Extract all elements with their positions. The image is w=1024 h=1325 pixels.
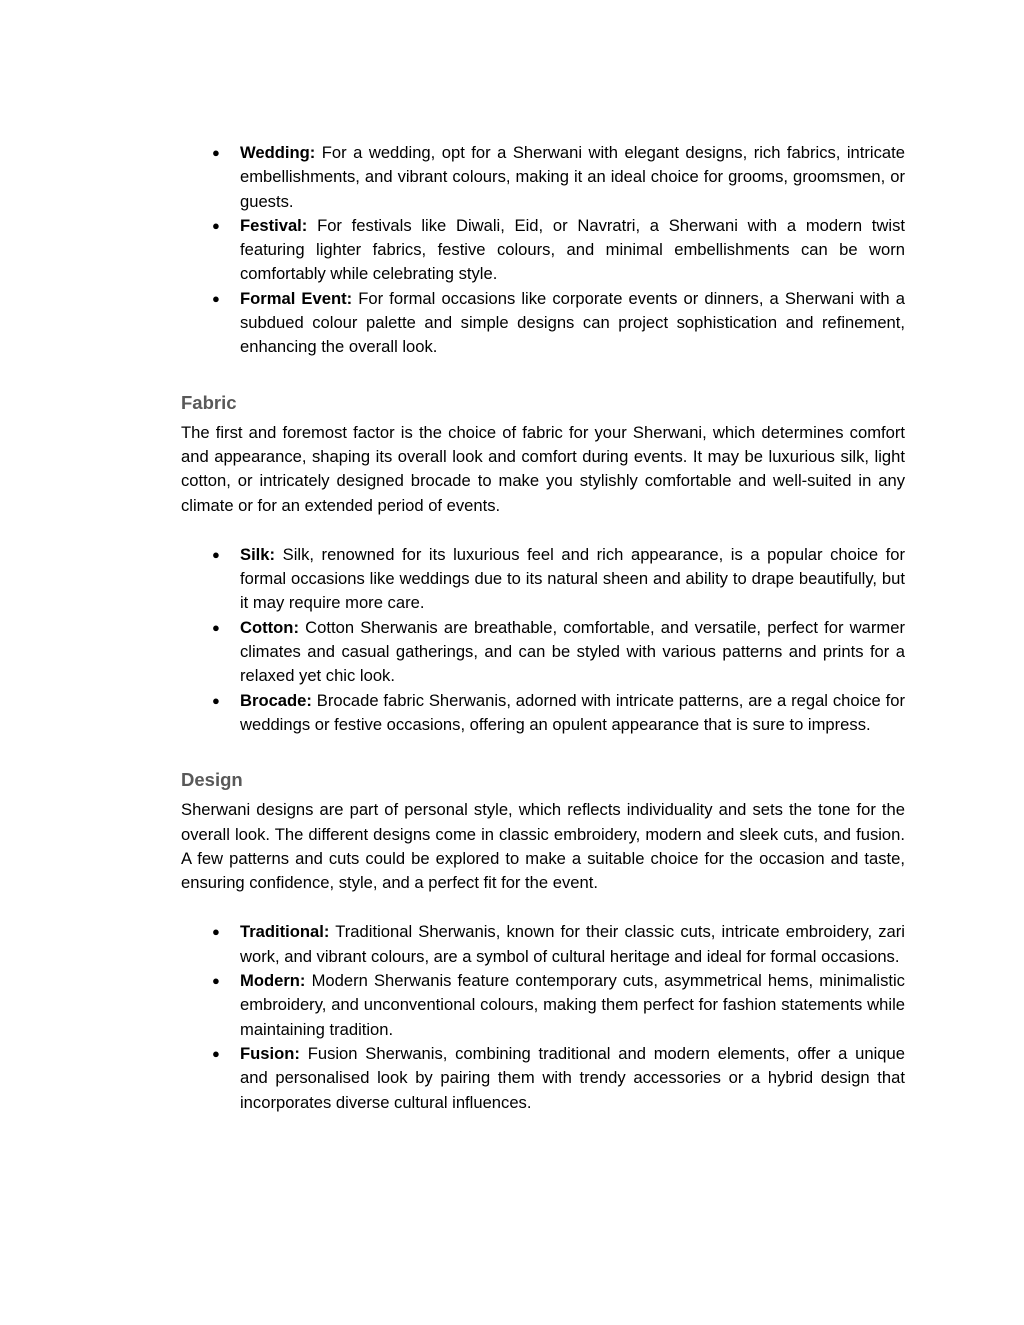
item-term: Cotton: (240, 617, 299, 637)
fabric-paragraph: The first and foremost factor is the choice of fabric for your Sherwani, which determines comfort and appearance, shaping its overall look and comfort during events. It may be luxurious silk, light cotton, or intricately designed brocade to make you stylishly comfortable and well-suited in any climate or for an extended period of events. (181, 422, 905, 515)
item-text: Traditional Sherwanis, known for their classic cuts, intricate embroidery, zari work, and vibrant colours, are a symbol of cultural heritage and ideal for formal occasions. (240, 922, 905, 966)
list-item-festival (181, 214, 905, 287)
fabric-heading: Fabric (181, 391, 237, 413)
list-item-wedding (181, 141, 905, 214)
item-term: Traditional: (240, 922, 330, 942)
list-item-traditional (181, 920, 905, 969)
item-term: Festival: (240, 215, 308, 235)
item-text: Brocade fabric Sherwanis, adorned with intricate patterns, are a regal choice for weddings or festive occasions, offering an opulent appearance that is sure to impress. (240, 690, 905, 734)
list-item-fusion (181, 1042, 905, 1115)
list-item-formal-event (181, 287, 905, 360)
bullet-icon: ● (212, 217, 220, 233)
fabric-list (181, 543, 905, 737)
bullet-icon: ● (212, 145, 220, 160)
bullet-icon: ● (212, 290, 220, 306)
document-page (181, 141, 905, 1115)
item-text: Modern Sherwanis feature contemporary cuts, asymmetrical hems, minimalistic embroidery, and unconventional colours, making them perfect for fashion statements while maintaining tradition. (240, 971, 905, 1039)
item-text: Fusion Sherwanis, combining traditional and modern elements, offer a unique and personalised look by pairing them with trendy accessories or a hybrid design that incorporates diverse cultural influences. (240, 1043, 905, 1112)
list-item-brocade (181, 689, 905, 738)
list-item-modern (181, 969, 905, 1042)
item-term: Wedding: (240, 143, 316, 162)
bullet-icon: ● (212, 692, 220, 708)
bullet-icon: ● (212, 973, 220, 989)
item-text: For a wedding, opt for a Sherwani with elegant designs, rich fabrics, intricate embellishments, and vibrant colours, making it an ideal choice for grooms, groomsmen, or guests. (240, 143, 905, 211)
item-text: Cotton Sherwanis are breathable, comfortable, and versatile, perfect for warmer climates and casual gatherings, and can be styled with various patterns and prints for a relaxed yet chic look. (240, 617, 905, 686)
design-heading: Design (181, 769, 243, 791)
item-term: Brocade: (240, 690, 312, 710)
list-item-silk (181, 543, 905, 616)
item-text: Silk, renowned for its luxurious feel and rich appearance, is a popular choice for formal occasions like weddings due to its natural sheen and ability to drape beautifully, but it may require more care. (240, 544, 905, 613)
item-term: Fusion: (240, 1043, 300, 1063)
occasion-list (181, 141, 905, 360)
item-term: Silk: (240, 544, 276, 564)
bullet-icon: ● (212, 924, 220, 940)
bullet-icon: ● (212, 546, 220, 562)
design-paragraph: Sherwani designs are part of personal style, which reflects individuality and sets the tone for the overall look. The different designs come in classic embroidery, modern and sleek cuts, and fusion. A few patterns and cuts could be explored to make a suitable choice for the occasion and taste, ensuring confidence, style, and a perfect fit for the event. (181, 800, 905, 893)
design-list (181, 920, 905, 1114)
item-text: For formal occasions like corporate events or dinners, a Sherwani with a subdued colour palette and simple designs can project sophistication and refinement, enhancing the overall look. (240, 288, 905, 357)
list-item-cotton (181, 616, 905, 689)
bullet-icon: ● (212, 1045, 220, 1061)
item-text: For festivals like Diwali, Eid, or Navratri, a Sherwani with a modern twist featuring lighter fabrics, festive colours, and minimal embellishments can be worn comfortably while celebrating style. (240, 215, 905, 284)
item-term: Formal Event: (240, 288, 353, 308)
bullet-icon: ● (212, 619, 220, 635)
item-term: Modern: (240, 971, 306, 991)
